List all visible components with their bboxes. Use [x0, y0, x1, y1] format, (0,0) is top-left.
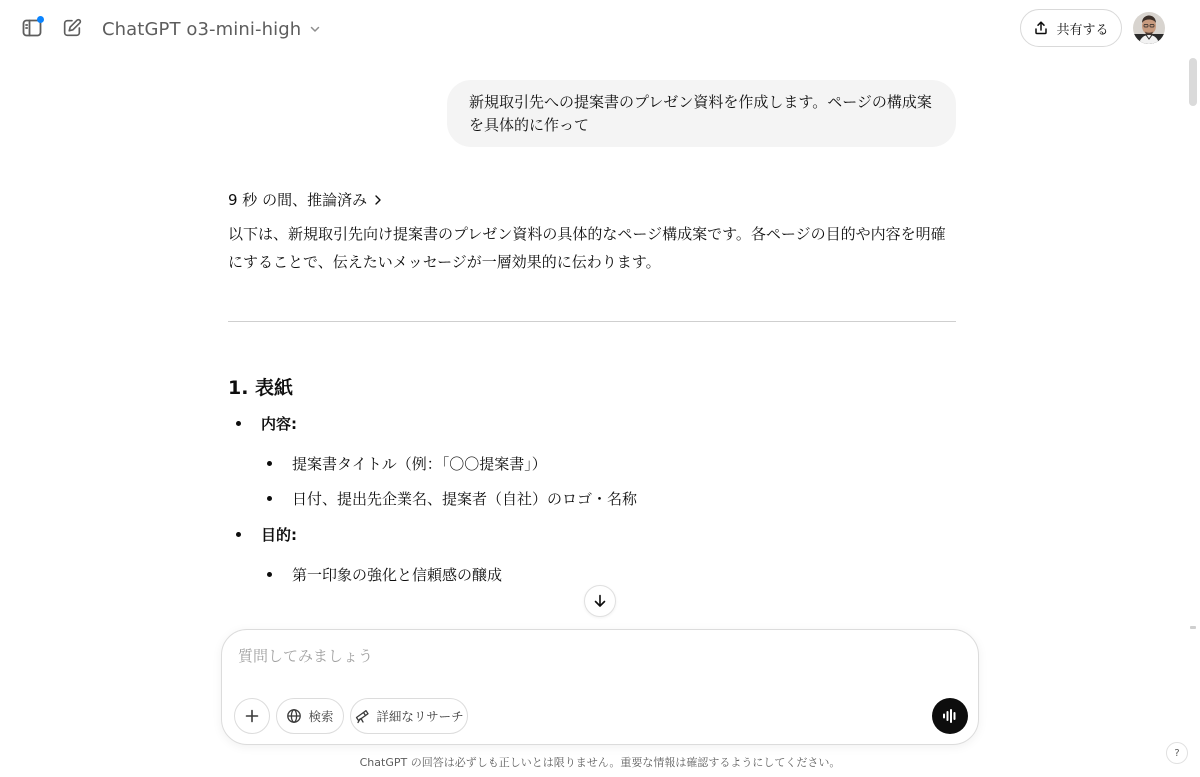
- search-label: 検索: [308, 709, 334, 724]
- model-selector[interactable]: [102, 16, 321, 42]
- bullet-dot: [236, 532, 241, 537]
- share-button[interactable]: [1020, 9, 1122, 47]
- reasoning-toggle[interactable]: [228, 189, 383, 210]
- assistant-intro-text: 以下は、新規取引先向け提案書のプレゼン資料の具体的なページ構成案です。各ページの目的や内容を明確にすることで、伝えたいメッセージが一層効果的に伝わります。: [228, 225, 946, 271]
- globe-icon: [286, 708, 302, 724]
- list-item-purpose: [261, 524, 297, 545]
- chevron-down-icon: [309, 23, 321, 35]
- scrollbar-marker: [1190, 626, 1196, 629]
- prompt-input[interactable]: [238, 644, 928, 668]
- sidebar-toggle-button[interactable]: [18, 14, 46, 42]
- bullet-dot: [267, 461, 272, 466]
- user-message-bubble: [447, 80, 956, 147]
- purpose-item-text: 第一印象の強化と信頼感の醸成: [292, 566, 503, 584]
- help-button[interactable]: ?: [1166, 742, 1188, 764]
- voice-waveform-icon: [941, 707, 959, 725]
- section-heading: 1. 表紙: [228, 377, 294, 399]
- scroll-to-bottom-button[interactable]: [584, 585, 616, 617]
- disclaimer-text: ChatGPT の回答は必ずしも正しいとは限りません。重要な情報は確認するようにしてください。: [359, 756, 841, 769]
- content-item-text: 提案書タイトル（例：「〇〇提案書」）: [292, 455, 547, 473]
- divider: [228, 321, 956, 322]
- attach-button[interactable]: [234, 698, 270, 734]
- arrow-down-icon: [592, 593, 608, 609]
- list-item: [292, 488, 637, 509]
- list-item-content: [261, 413, 297, 434]
- bullet-dot: [236, 421, 241, 426]
- share-icon: [1033, 20, 1049, 36]
- research-label: 詳細なリサーチ: [376, 709, 464, 724]
- new-chat-button[interactable]: [58, 14, 86, 42]
- message-composer: [221, 629, 979, 745]
- user-message-text: 新規取引先への提案書のプレゼン資料を作成します。ページの構成案を具体的に作って: [469, 93, 932, 134]
- chevron-right-icon: [373, 194, 383, 206]
- user-avatar-icon: [1133, 12, 1165, 44]
- deep-research-button[interactable]: [350, 698, 468, 734]
- reasoning-label: 9 秒 の間、推論済み: [228, 191, 368, 209]
- plus-icon: [244, 708, 260, 724]
- content-item-text: 日付、提出先企業名、提案者（自社）のロゴ・名称: [292, 490, 638, 508]
- top-bar: [0, 0, 1200, 56]
- content-label: 内容:: [261, 415, 297, 433]
- bullet-dot: [267, 572, 272, 577]
- avatar[interactable]: [1133, 12, 1165, 44]
- telescope-icon: [354, 708, 370, 724]
- notification-dot: [37, 16, 44, 23]
- purpose-label: 目的:: [261, 526, 297, 544]
- share-label: 共有する: [1056, 22, 1109, 38]
- new-chat-icon: [61, 17, 83, 39]
- list-item: [292, 564, 502, 585]
- model-name: ChatGPT o3-mini-high: [102, 18, 302, 40]
- bullet-dot: [267, 496, 272, 501]
- voice-mode-button[interactable]: [932, 698, 968, 734]
- list-item: [292, 453, 547, 474]
- search-button[interactable]: [276, 698, 344, 734]
- scrollbar-thumb[interactable]: [1189, 58, 1197, 106]
